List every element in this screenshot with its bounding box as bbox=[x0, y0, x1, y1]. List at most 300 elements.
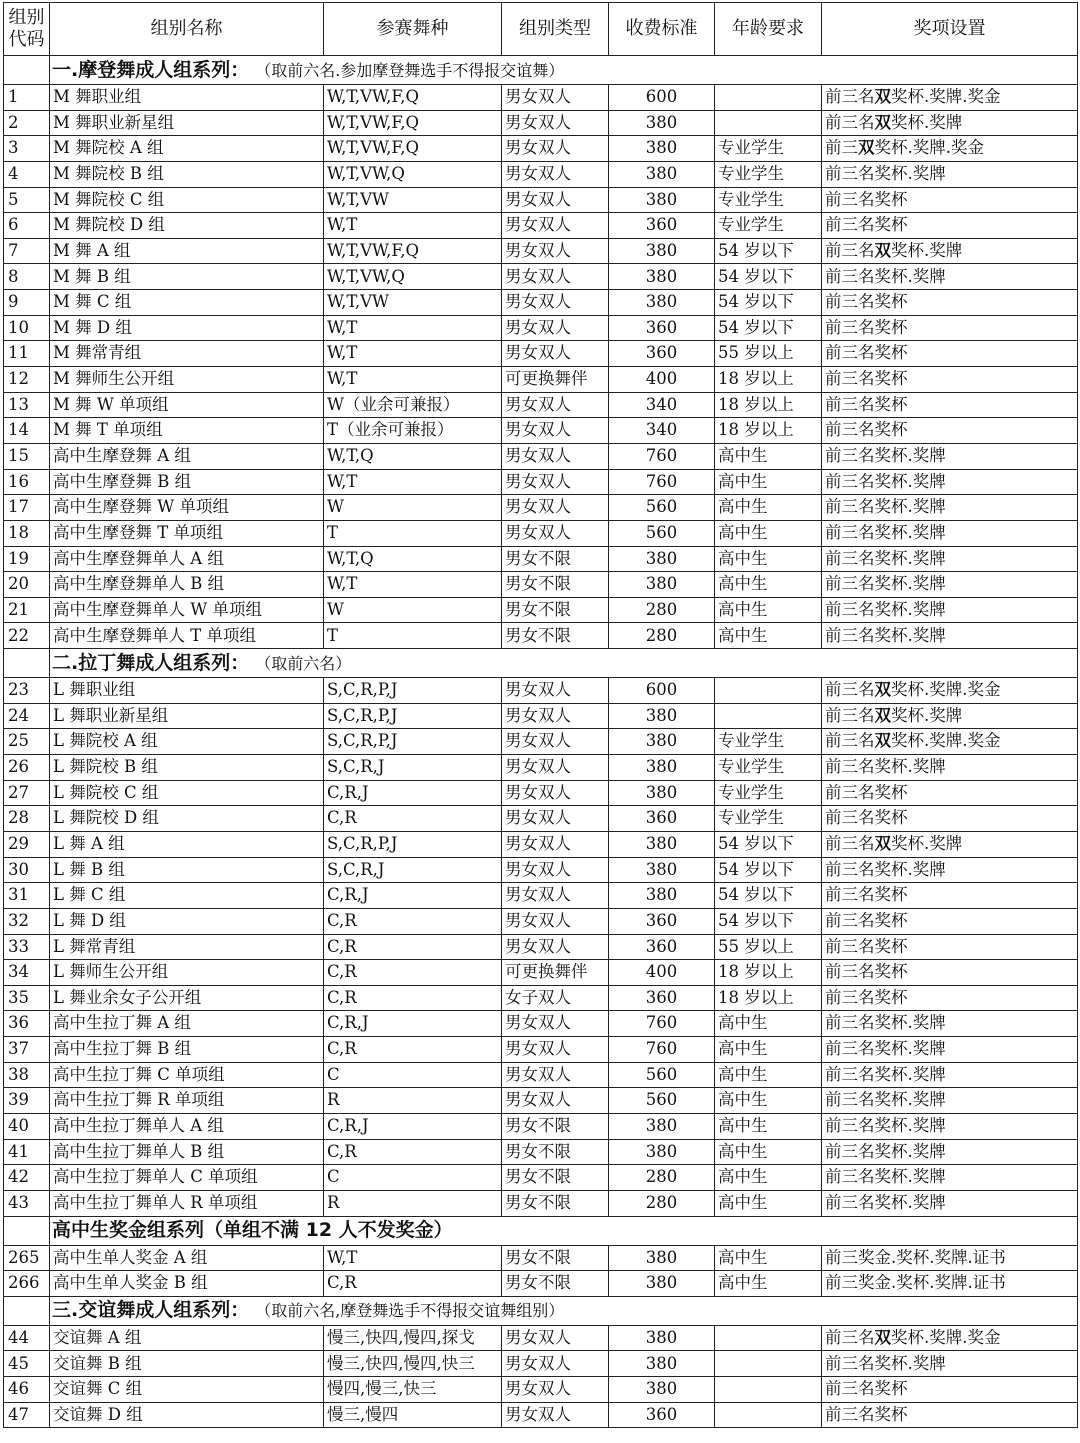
cell-group-name: L 舞职业组 bbox=[50, 678, 324, 704]
cell-group-name: L 舞院校 A 组 bbox=[50, 729, 324, 755]
section-blank-cell bbox=[4, 1296, 50, 1325]
cell-age-requirement: 18 岁以上 bbox=[715, 392, 822, 418]
cell-group-type: 男女双人 bbox=[502, 729, 609, 755]
cell-code: 5 bbox=[4, 187, 50, 213]
cell-code: 16 bbox=[4, 469, 50, 495]
cell-group-name: L 舞师生公开组 bbox=[50, 960, 324, 986]
table-row bbox=[4, 495, 1078, 521]
cell-code: 25 bbox=[4, 729, 50, 755]
cell-fee: 380 bbox=[609, 572, 715, 598]
cell-group-name: 高中生拉丁舞单人 A 组 bbox=[50, 1113, 324, 1139]
cell-fee: 380 bbox=[609, 1377, 715, 1403]
cell-awards: 前三名奖杯.奖牌 bbox=[822, 623, 1078, 649]
cell-awards: 前三名奖杯.奖牌 bbox=[822, 1351, 1078, 1377]
cell-group-name: M 舞师生公开组 bbox=[50, 367, 324, 393]
cell-code: 266 bbox=[4, 1271, 50, 1297]
cell-group-type: 男女不限 bbox=[502, 1165, 609, 1191]
table-row bbox=[4, 85, 1078, 111]
cell-group-name: 高中生摩登舞 B 组 bbox=[50, 469, 324, 495]
table-row bbox=[4, 1377, 1078, 1403]
section-blank-cell bbox=[4, 649, 50, 678]
cell-fee: 380 bbox=[609, 136, 715, 162]
cell-group-name: 高中生拉丁舞 B 组 bbox=[50, 1037, 324, 1063]
cell-awards: 前三名奖杯 bbox=[822, 883, 1078, 909]
cell-group-name: 高中生拉丁舞 C 单项组 bbox=[50, 1062, 324, 1088]
cell-code: 33 bbox=[4, 934, 50, 960]
cell-dances: T bbox=[324, 623, 502, 649]
cell-group-name: M 舞院校 D 组 bbox=[50, 213, 324, 239]
cell-group-type: 男女双人 bbox=[502, 806, 609, 832]
table-row bbox=[4, 1325, 1078, 1351]
cell-code: 42 bbox=[4, 1165, 50, 1191]
cell-awards: 前三名奖杯 bbox=[822, 290, 1078, 316]
cell-fee: 380 bbox=[609, 1271, 715, 1297]
cell-age-requirement: 专业学生 bbox=[715, 136, 822, 162]
cell-code: 34 bbox=[4, 960, 50, 986]
cell-code: 22 bbox=[4, 623, 50, 649]
cell-awards: 前三名奖杯.奖牌 bbox=[822, 520, 1078, 546]
cell-group-name: 高中生摩登舞单人 A 组 bbox=[50, 546, 324, 572]
cell-age-requirement bbox=[715, 1377, 822, 1403]
cell-code: 45 bbox=[4, 1351, 50, 1377]
cell-group-type: 男女双人 bbox=[502, 187, 609, 213]
section-header-row bbox=[4, 649, 1078, 678]
cell-dances: S,C,R,J bbox=[324, 857, 502, 883]
cell-code: 265 bbox=[4, 1245, 50, 1271]
cell-awards: 前三名奖杯 bbox=[822, 780, 1078, 806]
cell-awards: 前三名双奖杯.奖牌 bbox=[822, 831, 1078, 857]
cell-group-name: 交谊舞 C 组 bbox=[50, 1377, 324, 1403]
cell-awards: 前三双奖杯.奖牌.奖金 bbox=[822, 136, 1078, 162]
cell-group-name: M 舞 W 单项组 bbox=[50, 392, 324, 418]
section-header-row bbox=[4, 56, 1078, 85]
cell-age-requirement: 54 岁以下 bbox=[715, 264, 822, 290]
cell-awards: 前三名奖杯.奖牌 bbox=[822, 572, 1078, 598]
cell-code: 3 bbox=[4, 136, 50, 162]
cell-dances: S,C,R,P,J bbox=[324, 729, 502, 755]
cell-fee: 600 bbox=[609, 678, 715, 704]
cell-code: 35 bbox=[4, 985, 50, 1011]
cell-fee: 380 bbox=[609, 831, 715, 857]
cell-awards: 前三名奖杯.奖牌 bbox=[822, 1113, 1078, 1139]
table-row bbox=[4, 1351, 1078, 1377]
cell-group-name: L 舞 C 组 bbox=[50, 883, 324, 909]
cell-group-type: 男女不限 bbox=[502, 623, 609, 649]
table-body bbox=[4, 56, 1078, 1428]
cell-group-name: 高中生摩登舞单人 W 单项组 bbox=[50, 597, 324, 623]
cell-group-type: 可更换舞伴 bbox=[502, 367, 609, 393]
cell-age-requirement: 18 岁以上 bbox=[715, 985, 822, 1011]
cell-awards: 前三名奖杯.奖牌 bbox=[822, 1062, 1078, 1088]
cell-fee: 360 bbox=[609, 908, 715, 934]
cell-group-name: 交谊舞 D 组 bbox=[50, 1402, 324, 1428]
cell-awards: 前三名奖杯 bbox=[822, 1377, 1078, 1403]
cell-fee: 380 bbox=[609, 110, 715, 136]
cell-group-type: 男女不限 bbox=[502, 597, 609, 623]
cell-fee: 380 bbox=[609, 1351, 715, 1377]
cell-dances: T（业余可兼报） bbox=[324, 418, 502, 444]
cell-age-requirement: 18 岁以上 bbox=[715, 960, 822, 986]
cell-fee: 360 bbox=[609, 341, 715, 367]
section-blank-cell bbox=[4, 1216, 50, 1245]
cell-dances: 慢三,快四,慢四,探戈 bbox=[324, 1325, 502, 1351]
cell-dances: W（业余可兼报） bbox=[324, 392, 502, 418]
cell-age-requirement: 高中生 bbox=[715, 520, 822, 546]
cell-age-requirement bbox=[715, 678, 822, 704]
cell-awards: 前三名奖杯.奖牌 bbox=[822, 161, 1078, 187]
table-row bbox=[4, 1271, 1078, 1297]
cell-dances: W,T,VW,F,Q bbox=[324, 136, 502, 162]
cell-awards: 前三名奖杯.奖牌 bbox=[822, 1088, 1078, 1114]
cell-age-requirement: 高中生 bbox=[715, 1139, 822, 1165]
table-row bbox=[4, 985, 1078, 1011]
cell-code: 37 bbox=[4, 1037, 50, 1063]
section-title-cell bbox=[50, 1296, 1078, 1325]
table-row bbox=[4, 315, 1078, 341]
cell-age-requirement: 高中生 bbox=[715, 546, 822, 572]
cell-group-type: 男女双人 bbox=[502, 1377, 609, 1403]
table-row bbox=[4, 136, 1078, 162]
cell-group-name: 高中生单人奖金 B 组 bbox=[50, 1271, 324, 1297]
cell-dances: W,T,VW,F,Q bbox=[324, 85, 502, 111]
table-row bbox=[4, 597, 1078, 623]
cell-group-type: 男女双人 bbox=[502, 1011, 609, 1037]
cell-code: 24 bbox=[4, 703, 50, 729]
cell-group-type: 男女双人 bbox=[502, 238, 609, 264]
cell-dances: W,T,VW bbox=[324, 187, 502, 213]
cell-group-type: 男女双人 bbox=[502, 831, 609, 857]
cell-dances: W,T,Q bbox=[324, 443, 502, 469]
cell-dances: C,R,J bbox=[324, 1113, 502, 1139]
cell-dances: W,T bbox=[324, 213, 502, 239]
cell-age-requirement bbox=[715, 703, 822, 729]
cell-group-type: 男女双人 bbox=[502, 110, 609, 136]
cell-fee: 380 bbox=[609, 780, 715, 806]
cell-group-type: 男女不限 bbox=[502, 1113, 609, 1139]
cell-awards: 前三名奖杯 bbox=[822, 806, 1078, 832]
cell-awards: 前三名奖杯 bbox=[822, 985, 1078, 1011]
table-row bbox=[4, 1062, 1078, 1088]
cell-dances: C,R bbox=[324, 934, 502, 960]
cell-group-type: 男女双人 bbox=[502, 495, 609, 521]
cell-awards: 前三名奖杯.奖牌 bbox=[822, 597, 1078, 623]
cell-awards: 前三名奖杯 bbox=[822, 341, 1078, 367]
table-row bbox=[4, 1165, 1078, 1191]
cell-age-requirement: 专业学生 bbox=[715, 780, 822, 806]
cell-group-type: 男女双人 bbox=[502, 136, 609, 162]
table-row bbox=[4, 213, 1078, 239]
cell-age-requirement bbox=[715, 1325, 822, 1351]
cell-code: 20 bbox=[4, 572, 50, 598]
section-title-cell bbox=[50, 56, 1078, 85]
header-name: 组别名称 bbox=[50, 3, 324, 56]
cell-group-name: 交谊舞 A 组 bbox=[50, 1325, 324, 1351]
cell-dances: W,T bbox=[324, 341, 502, 367]
table-row bbox=[4, 110, 1078, 136]
cell-awards: 前三奖金.奖杯.奖牌.证书 bbox=[822, 1245, 1078, 1271]
cell-group-type: 男女双人 bbox=[502, 1062, 609, 1088]
table-row bbox=[4, 187, 1078, 213]
cell-group-type: 女子双人 bbox=[502, 985, 609, 1011]
cell-group-type: 男女双人 bbox=[502, 520, 609, 546]
cell-group-type: 男女双人 bbox=[502, 1037, 609, 1063]
cell-dances: W,T,VW,Q bbox=[324, 264, 502, 290]
cell-fee: 340 bbox=[609, 418, 715, 444]
cell-dances: S,C,R,P,J bbox=[324, 703, 502, 729]
cell-code: 43 bbox=[4, 1190, 50, 1216]
cell-fee: 380 bbox=[609, 187, 715, 213]
cell-fee: 380 bbox=[609, 546, 715, 572]
cell-dances: 慢三,快四,慢四,快三 bbox=[324, 1351, 502, 1377]
cell-awards: 前三名奖杯 bbox=[822, 315, 1078, 341]
table-row bbox=[4, 443, 1078, 469]
cell-awards: 前三名奖杯.奖牌 bbox=[822, 857, 1078, 883]
cell-group-type: 男女双人 bbox=[502, 161, 609, 187]
cell-age-requirement: 高中生 bbox=[715, 1113, 822, 1139]
cell-dances: C,R bbox=[324, 908, 502, 934]
cell-group-type: 男女不限 bbox=[502, 546, 609, 572]
cell-awards: 前三名奖杯 bbox=[822, 908, 1078, 934]
cell-age-requirement: 54 岁以下 bbox=[715, 883, 822, 909]
cell-awards: 前三名双奖杯.奖牌.奖金 bbox=[822, 729, 1078, 755]
cell-age-requirement: 高中生 bbox=[715, 1037, 822, 1063]
section-title-cell bbox=[50, 649, 1078, 678]
cell-group-name: M 舞 D 组 bbox=[50, 315, 324, 341]
cell-group-type: 男女双人 bbox=[502, 755, 609, 781]
cell-fee: 380 bbox=[609, 703, 715, 729]
cell-awards: 前三名奖杯.奖牌 bbox=[822, 1139, 1078, 1165]
cell-group-type: 男女双人 bbox=[502, 264, 609, 290]
cell-group-type: 男女双人 bbox=[502, 1088, 609, 1114]
cell-fee: 380 bbox=[609, 729, 715, 755]
cell-awards: 前三名双奖杯.奖牌 bbox=[822, 703, 1078, 729]
cell-code: 19 bbox=[4, 546, 50, 572]
table-row bbox=[4, 908, 1078, 934]
cell-group-type: 可更换舞伴 bbox=[502, 960, 609, 986]
cell-awards: 前三名双奖杯.奖牌.奖金 bbox=[822, 85, 1078, 111]
table-row bbox=[4, 883, 1078, 909]
section-title: 二.拉丁舞成人组系列： bbox=[52, 651, 250, 674]
table-row bbox=[4, 572, 1078, 598]
cell-dances: W,T bbox=[324, 1245, 502, 1271]
cell-dances: C,R bbox=[324, 1139, 502, 1165]
cell-fee: 280 bbox=[609, 1190, 715, 1216]
table-row bbox=[4, 1139, 1078, 1165]
cell-group-name: 高中生摩登舞单人 B 组 bbox=[50, 572, 324, 598]
cell-age-requirement: 54 岁以下 bbox=[715, 831, 822, 857]
cell-fee: 360 bbox=[609, 806, 715, 832]
cell-code: 36 bbox=[4, 1011, 50, 1037]
cell-dances: C,R,J bbox=[324, 780, 502, 806]
table-row bbox=[4, 1011, 1078, 1037]
cell-fee: 380 bbox=[609, 264, 715, 290]
cell-fee: 380 bbox=[609, 1245, 715, 1271]
cell-group-type: 男女双人 bbox=[502, 934, 609, 960]
cell-group-type: 男女不限 bbox=[502, 572, 609, 598]
cell-age-requirement: 高中生 bbox=[715, 443, 822, 469]
cell-group-type: 男女双人 bbox=[502, 883, 609, 909]
cell-group-name: 交谊舞 B 组 bbox=[50, 1351, 324, 1377]
cell-group-type: 男女双人 bbox=[502, 443, 609, 469]
cell-group-type: 男女双人 bbox=[502, 418, 609, 444]
cell-fee: 400 bbox=[609, 960, 715, 986]
cell-awards: 前三名奖杯.奖牌 bbox=[822, 755, 1078, 781]
cell-fee: 380 bbox=[609, 1139, 715, 1165]
cell-age-requirement: 18 岁以上 bbox=[715, 418, 822, 444]
cell-code: 6 bbox=[4, 213, 50, 239]
cell-group-name: M 舞职业新星组 bbox=[50, 110, 324, 136]
cell-code: 17 bbox=[4, 495, 50, 521]
cell-fee: 380 bbox=[609, 161, 715, 187]
cell-age-requirement: 高中生 bbox=[715, 1088, 822, 1114]
cell-group-type: 男女双人 bbox=[502, 85, 609, 111]
table-row bbox=[4, 857, 1078, 883]
cell-code: 28 bbox=[4, 806, 50, 832]
table-row bbox=[4, 806, 1078, 832]
cell-fee: 560 bbox=[609, 1062, 715, 1088]
cell-code: 21 bbox=[4, 597, 50, 623]
cell-dances: R bbox=[324, 1088, 502, 1114]
section-header-row bbox=[4, 1296, 1078, 1325]
cell-code: 41 bbox=[4, 1139, 50, 1165]
cell-awards: 前三名奖杯 bbox=[822, 1402, 1078, 1428]
cell-group-name: L 舞院校 D 组 bbox=[50, 806, 324, 832]
cell-dances: S,C,R,P,J bbox=[324, 678, 502, 704]
cell-group-name: 高中生拉丁舞单人 B 组 bbox=[50, 1139, 324, 1165]
cell-code: 26 bbox=[4, 755, 50, 781]
cell-code: 44 bbox=[4, 1325, 50, 1351]
table-row bbox=[4, 703, 1078, 729]
cell-fee: 760 bbox=[609, 443, 715, 469]
cell-code: 39 bbox=[4, 1088, 50, 1114]
cell-code: 2 bbox=[4, 110, 50, 136]
cell-age-requirement: 高中生 bbox=[715, 469, 822, 495]
cell-dances: R bbox=[324, 1190, 502, 1216]
cell-fee: 600 bbox=[609, 85, 715, 111]
cell-awards: 前三奖金.奖杯.奖牌.证书 bbox=[822, 1271, 1078, 1297]
cell-fee: 380 bbox=[609, 857, 715, 883]
cell-group-type: 男女双人 bbox=[502, 908, 609, 934]
cell-group-name: 高中生拉丁舞单人 C 单项组 bbox=[50, 1165, 324, 1191]
cell-dances: W,T bbox=[324, 315, 502, 341]
cell-group-type: 男女双人 bbox=[502, 392, 609, 418]
cell-dances: T bbox=[324, 520, 502, 546]
cell-age-requirement: 高中生 bbox=[715, 1190, 822, 1216]
section-title: 一.摩登舞成人组系列： bbox=[52, 58, 250, 81]
cell-group-name: L 舞院校 B 组 bbox=[50, 755, 324, 781]
cell-fee: 380 bbox=[609, 883, 715, 909]
cell-dances: W,T,VW,F,Q bbox=[324, 238, 502, 264]
cell-group-type: 男女不限 bbox=[502, 1245, 609, 1271]
table-row bbox=[4, 934, 1078, 960]
cell-group-name: 高中生拉丁舞 R 单项组 bbox=[50, 1088, 324, 1114]
cell-awards: 前三名双奖杯.奖牌.奖金 bbox=[822, 678, 1078, 704]
cell-group-name: L 舞业余女子公开组 bbox=[50, 985, 324, 1011]
competition-groups-table bbox=[3, 2, 1078, 1428]
cell-code: 27 bbox=[4, 780, 50, 806]
cell-group-type: 男女不限 bbox=[502, 1190, 609, 1216]
cell-dances: C,R bbox=[324, 985, 502, 1011]
cell-age-requirement: 54 岁以下 bbox=[715, 315, 822, 341]
cell-dances: W bbox=[324, 597, 502, 623]
cell-dances: C,R,J bbox=[324, 1011, 502, 1037]
cell-dances: W,T bbox=[324, 469, 502, 495]
cell-fee: 400 bbox=[609, 367, 715, 393]
table-row bbox=[4, 623, 1078, 649]
cell-dances: S,C,R,P,J bbox=[324, 831, 502, 857]
cell-dances: 慢三,慢四 bbox=[324, 1402, 502, 1428]
cell-age-requirement: 54 岁以下 bbox=[715, 857, 822, 883]
header-dances: 参赛舞种 bbox=[324, 3, 502, 56]
cell-group-type: 男女双人 bbox=[502, 290, 609, 316]
cell-awards: 前三名奖杯 bbox=[822, 187, 1078, 213]
cell-code: 30 bbox=[4, 857, 50, 883]
section-title: 高中生奖金组系列（单组不满 12 人不发奖金） bbox=[52, 1219, 453, 1242]
table-row bbox=[4, 1113, 1078, 1139]
cell-code: 13 bbox=[4, 392, 50, 418]
cell-group-type: 男女双人 bbox=[502, 780, 609, 806]
cell-code: 32 bbox=[4, 908, 50, 934]
cell-group-name: L 舞 B 组 bbox=[50, 857, 324, 883]
cell-code: 7 bbox=[4, 238, 50, 264]
cell-dances: W,T bbox=[324, 572, 502, 598]
cell-age-requirement: 54 岁以下 bbox=[715, 908, 822, 934]
cell-group-name: L 舞 D 组 bbox=[50, 908, 324, 934]
table-row bbox=[4, 418, 1078, 444]
cell-dances: C,R,J bbox=[324, 883, 502, 909]
section-note: （取前六名） bbox=[263, 653, 352, 673]
table-row bbox=[4, 1402, 1078, 1428]
cell-group-name: 高中生摩登舞 T 单项组 bbox=[50, 520, 324, 546]
cell-group-name: L 舞 A 组 bbox=[50, 831, 324, 857]
cell-fee: 560 bbox=[609, 520, 715, 546]
cell-group-name: M 舞院校 B 组 bbox=[50, 161, 324, 187]
cell-code: 8 bbox=[4, 264, 50, 290]
cell-age-requirement: 54 岁以下 bbox=[715, 290, 822, 316]
table-row bbox=[4, 960, 1078, 986]
cell-code: 1 bbox=[4, 85, 50, 111]
cell-age-requirement: 55 岁以上 bbox=[715, 341, 822, 367]
cell-dances: C,R bbox=[324, 1037, 502, 1063]
cell-group-name: M 舞职业组 bbox=[50, 85, 324, 111]
cell-awards: 前三名奖杯.奖牌 bbox=[822, 1190, 1078, 1216]
cell-group-name: M 舞常青组 bbox=[50, 341, 324, 367]
cell-awards: 前三名奖杯.奖牌 bbox=[822, 1037, 1078, 1063]
cell-fee: 380 bbox=[609, 1113, 715, 1139]
table-row bbox=[4, 729, 1078, 755]
cell-code: 11 bbox=[4, 341, 50, 367]
table-row bbox=[4, 780, 1078, 806]
cell-awards: 前三名奖杯 bbox=[822, 367, 1078, 393]
table-row bbox=[4, 341, 1078, 367]
cell-group-name: 高中生单人奖金 A 组 bbox=[50, 1245, 324, 1271]
cell-dances: C bbox=[324, 1062, 502, 1088]
cell-fee: 760 bbox=[609, 1011, 715, 1037]
cell-age-requirement: 55 岁以上 bbox=[715, 934, 822, 960]
cell-code: 10 bbox=[4, 315, 50, 341]
cell-dances: W,T,VW,Q bbox=[324, 161, 502, 187]
cell-awards: 前三名双奖杯.奖牌.奖金 bbox=[822, 1325, 1078, 1351]
header-awards: 奖项设置 bbox=[822, 3, 1078, 56]
cell-age-requirement: 专业学生 bbox=[715, 187, 822, 213]
cell-awards: 前三名奖杯.奖牌 bbox=[822, 264, 1078, 290]
cell-code: 15 bbox=[4, 443, 50, 469]
cell-dances: W,T bbox=[324, 367, 502, 393]
cell-group-type: 男女双人 bbox=[502, 315, 609, 341]
cell-dances: 慢四,慢三,快三 bbox=[324, 1377, 502, 1403]
cell-age-requirement: 专业学生 bbox=[715, 806, 822, 832]
cell-age-requirement: 54 岁以下 bbox=[715, 238, 822, 264]
